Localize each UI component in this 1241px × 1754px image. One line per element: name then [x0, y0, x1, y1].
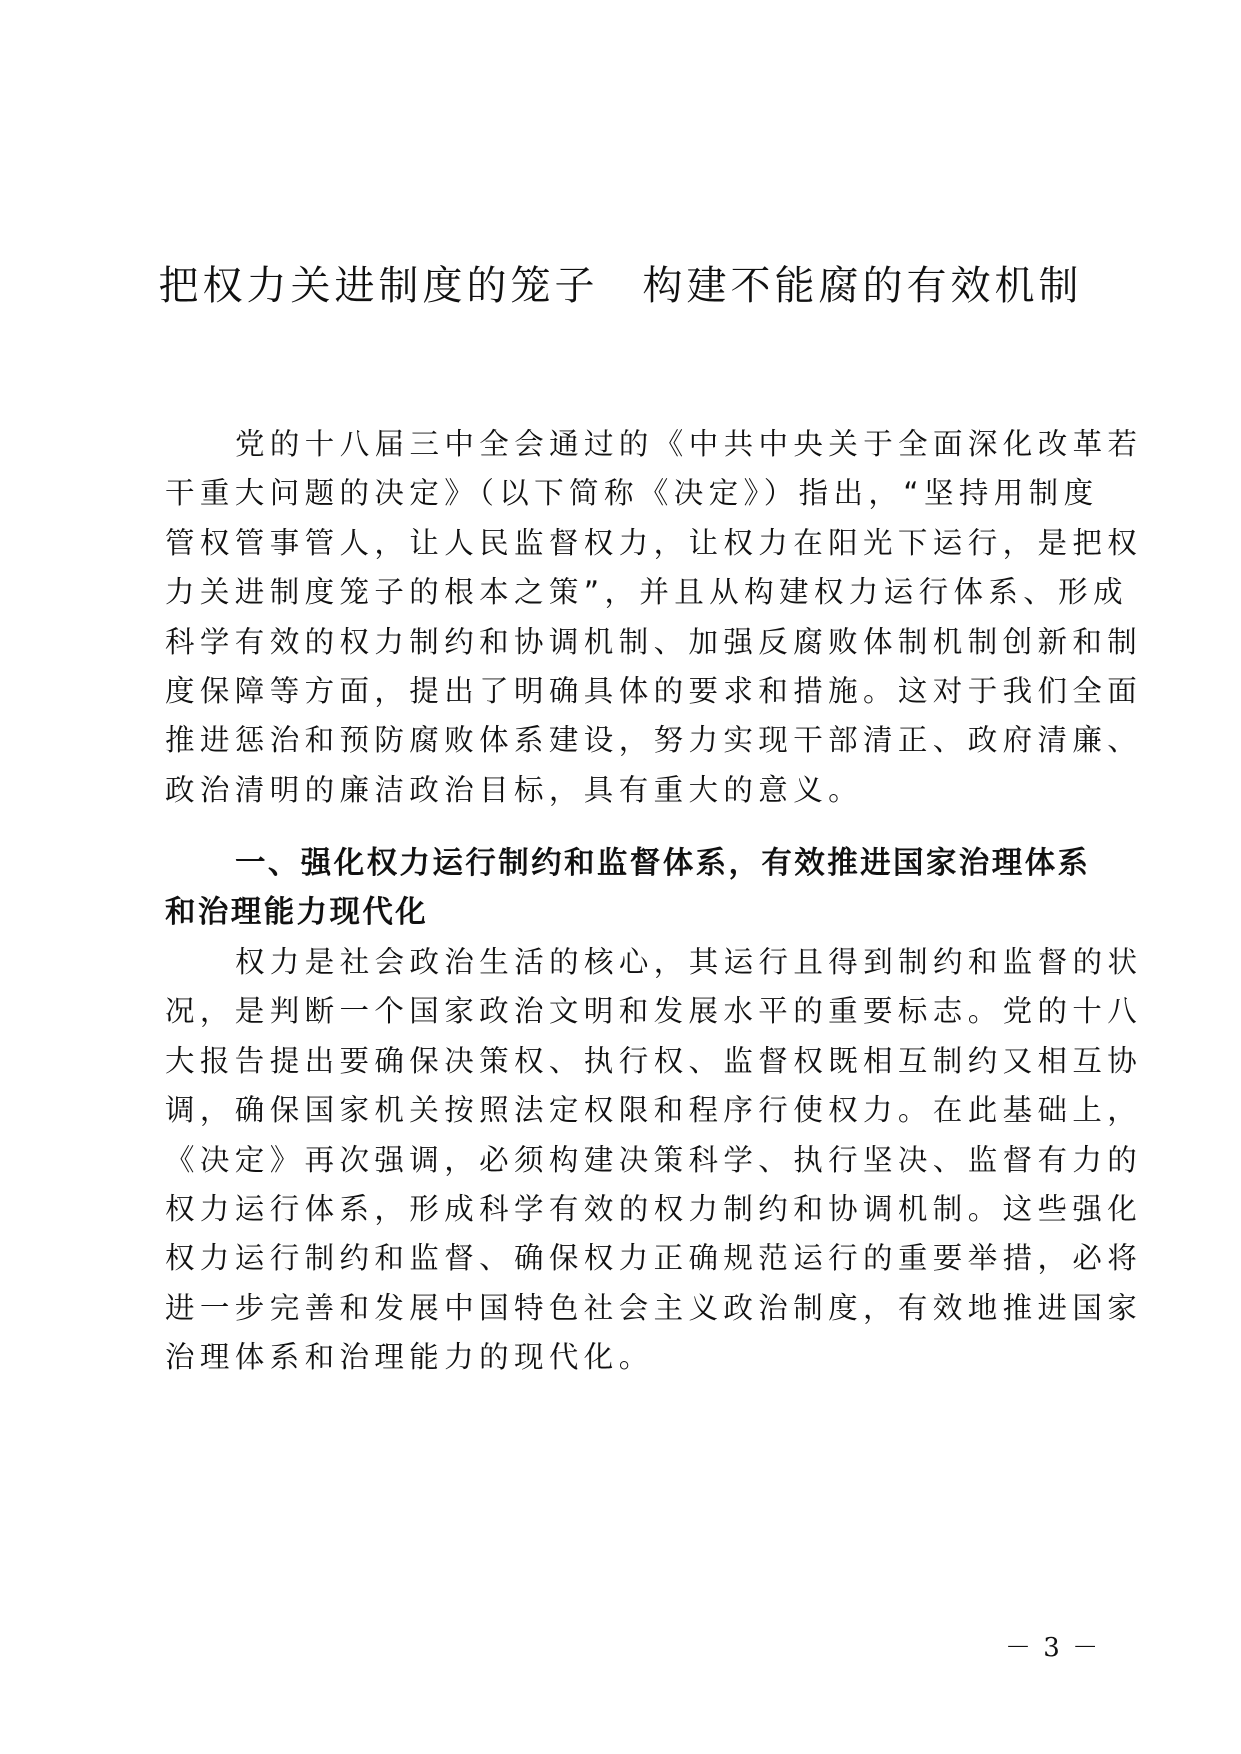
page-number: － 3 － — [1005, 1633, 1101, 1663]
paragraph-line: 政治清明的廉洁政治目标，具有重大的意义。 — [165, 772, 864, 807]
section-paragraph — [165, 938, 1143, 1383]
paragraph-line: 权力运行制约和监督、确保权力正确规范运行的重要举措，必将 — [165, 1241, 1143, 1276]
paragraph-line: 推进惩治和预防腐败体系建设，努力实现干部清正、政府清廉、 — [165, 723, 1143, 758]
paragraph-line: 权力运行体系，形成科学有效的权力制约和协调机制。这些强化 — [165, 1191, 1143, 1226]
paragraph-line: 度保障等方面，提出了明确具体的要求和措施。这对于我们全面 — [165, 673, 1143, 708]
heading-line: 一、强化权力运行制约和监督体系，有效推进国家治理体系 — [235, 846, 1091, 881]
section-heading — [165, 839, 1091, 938]
paragraph-line: 力关进制度笼子的根本之策”，并且从构建权力运行体系、形成 — [165, 575, 1128, 610]
paragraph-line: 进一步完善和发展中国特色社会主义政治制度，有效地推进国家 — [165, 1290, 1143, 1325]
heading-line: 和治理能力现代化 — [165, 895, 429, 931]
paragraph-line: 《决定》再次强调，必须构建决策科学、执行坚决、监督有力的 — [165, 1142, 1143, 1177]
paragraph-line: 况，是判断一个国家政治文明和发展水平的重要标志。党的十八 — [165, 994, 1143, 1029]
paragraph-line: 大报告提出要确保决策权、执行权、监督权既相互制约又相互协 — [165, 1043, 1143, 1078]
document-title: 把权力关进制度的笼子 构建不能腐的有效机制 — [158, 263, 1083, 309]
paragraph-line: 科学有效的权力制约和协调机制、加强反腐败体制机制创新和制 — [165, 624, 1143, 659]
paragraph-line: 党的十八届三中全会通过的《中共中央关于全面深化改革若 — [235, 427, 1143, 461]
paragraph-line: 管权管事管人，让人民监督权力，让权力在阳光下运行，是把权 — [165, 525, 1143, 560]
paragraph-line: 调，确保国家机关按照法定权限和程序行使权力。在此基础上， — [165, 1093, 1143, 1128]
intro-paragraph — [165, 420, 1143, 815]
paragraph-line: 治理体系和治理能力的现代化。 — [165, 1340, 654, 1375]
paragraph-line: 权力是社会政治生活的核心，其运行且得到制约和监督的状 — [235, 945, 1143, 979]
paragraph-line: 干重大问题的决定》（以下简称《决定》）指出，“坚持用制度 — [165, 476, 1099, 511]
